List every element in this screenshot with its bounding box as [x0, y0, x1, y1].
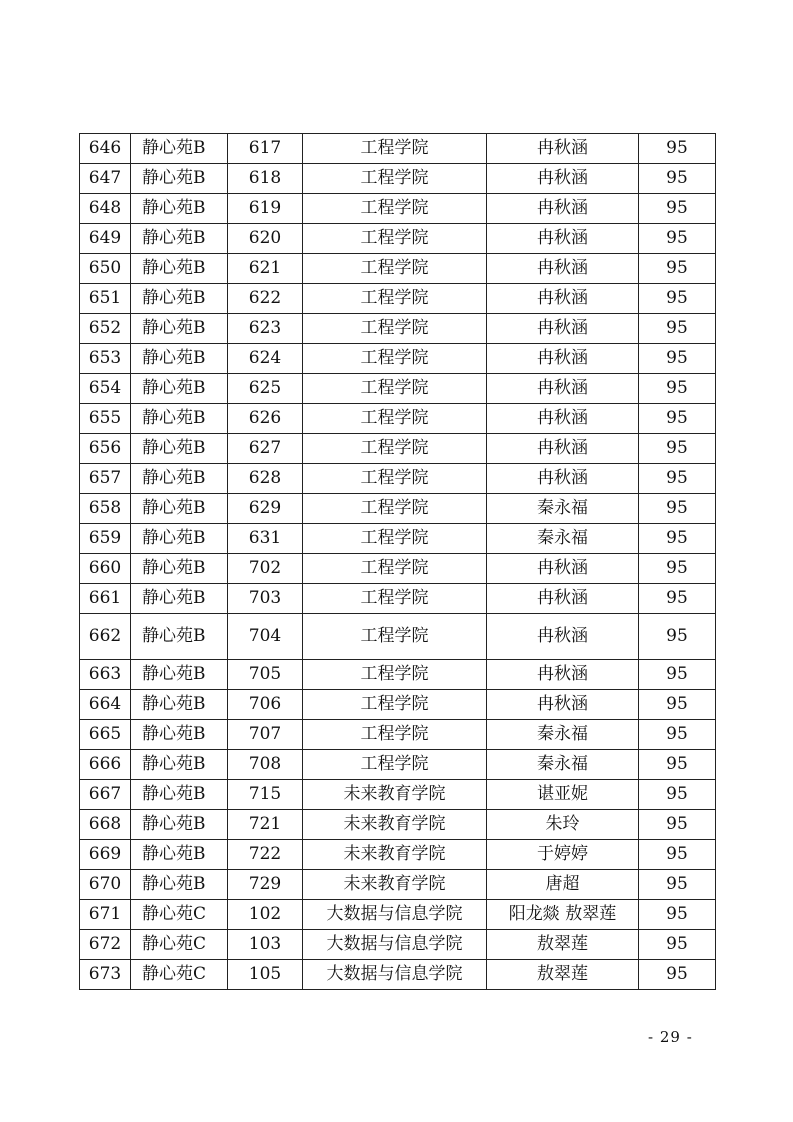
building-cell: 静心苑B	[131, 524, 228, 554]
score-cell: 95	[639, 584, 716, 614]
inspector-cell: 谌亚妮	[487, 780, 639, 810]
inspector-cell: 秦永福	[487, 494, 639, 524]
room-number-cell: 703	[228, 584, 303, 614]
room-number-cell: 621	[228, 254, 303, 284]
row-number-cell: 647	[80, 164, 131, 194]
building-cell: 静心苑B	[131, 614, 228, 660]
college-cell: 工程学院	[303, 524, 487, 554]
row-number-cell: 653	[80, 344, 131, 374]
table-row	[80, 810, 716, 840]
row-number-cell: 656	[80, 434, 131, 464]
building-cell: 静心苑B	[131, 254, 228, 284]
inspector-cell: 阳龙燚 敖翠莲	[487, 900, 639, 930]
inspector-cell: 冉秋涵	[487, 314, 639, 344]
row-number-cell: 668	[80, 810, 131, 840]
inspector-cell: 敖翠莲	[487, 960, 639, 990]
building-cell: 静心苑B	[131, 194, 228, 224]
college-cell: 工程学院	[303, 720, 487, 750]
score-cell: 95	[639, 434, 716, 464]
building-cell: 静心苑B	[131, 720, 228, 750]
college-cell: 未来教育学院	[303, 780, 487, 810]
table-row	[80, 720, 716, 750]
room-number-cell: 729	[228, 870, 303, 900]
room-number-cell: 628	[228, 464, 303, 494]
college-cell: 工程学院	[303, 314, 487, 344]
score-cell: 95	[639, 404, 716, 434]
college-cell: 工程学院	[303, 254, 487, 284]
table-row	[80, 134, 716, 164]
score-cell: 95	[639, 254, 716, 284]
score-cell: 95	[639, 494, 716, 524]
inspector-cell: 冉秋涵	[487, 164, 639, 194]
building-cell: 静心苑B	[131, 164, 228, 194]
table-row	[80, 494, 716, 524]
building-cell: 静心苑B	[131, 554, 228, 584]
score-cell: 95	[639, 224, 716, 254]
score-cell: 95	[639, 840, 716, 870]
inspector-cell: 冉秋涵	[487, 690, 639, 720]
college-cell: 工程学院	[303, 750, 487, 780]
room-number-cell: 705	[228, 660, 303, 690]
score-cell: 95	[639, 900, 716, 930]
table-row	[80, 374, 716, 404]
table-row	[80, 224, 716, 254]
college-cell: 工程学院	[303, 224, 487, 254]
inspector-cell: 冉秋涵	[487, 224, 639, 254]
row-number-cell: 666	[80, 750, 131, 780]
building-cell: 静心苑C	[131, 930, 228, 960]
inspector-cell: 秦永福	[487, 750, 639, 780]
room-number-cell: 102	[228, 900, 303, 930]
score-cell: 95	[639, 810, 716, 840]
college-cell: 大数据与信息学院	[303, 900, 487, 930]
table-row	[80, 194, 716, 224]
row-number-cell: 670	[80, 870, 131, 900]
college-cell: 工程学院	[303, 554, 487, 584]
score-cell: 95	[639, 930, 716, 960]
table-row	[80, 284, 716, 314]
college-cell: 大数据与信息学院	[303, 930, 487, 960]
building-cell: 静心苑B	[131, 314, 228, 344]
score-cell: 95	[639, 554, 716, 584]
score-cell: 95	[639, 690, 716, 720]
score-cell: 95	[639, 614, 716, 660]
college-cell: 工程学院	[303, 134, 487, 164]
room-number-cell: 619	[228, 194, 303, 224]
table-body	[80, 134, 716, 990]
building-cell: 静心苑B	[131, 584, 228, 614]
college-cell: 未来教育学院	[303, 840, 487, 870]
table-row	[80, 584, 716, 614]
table-row	[80, 660, 716, 690]
inspector-cell: 冉秋涵	[487, 194, 639, 224]
table-row	[80, 434, 716, 464]
room-number-cell: 722	[228, 840, 303, 870]
table-row	[80, 690, 716, 720]
row-number-cell: 667	[80, 780, 131, 810]
building-cell: 静心苑B	[131, 690, 228, 720]
inspector-cell: 冉秋涵	[487, 254, 639, 284]
table-row	[80, 614, 716, 660]
inspector-cell: 冉秋涵	[487, 660, 639, 690]
building-cell: 静心苑B	[131, 224, 228, 254]
row-number-cell: 649	[80, 224, 131, 254]
row-number-cell: 659	[80, 524, 131, 554]
dormitory-score-table	[79, 133, 716, 990]
inspector-cell: 冉秋涵	[487, 404, 639, 434]
row-number-cell: 672	[80, 930, 131, 960]
building-cell: 静心苑B	[131, 870, 228, 900]
building-cell: 静心苑B	[131, 780, 228, 810]
row-number-cell: 650	[80, 254, 131, 284]
table-row	[80, 780, 716, 810]
row-number-cell: 662	[80, 614, 131, 660]
table-row	[80, 524, 716, 554]
college-cell: 工程学院	[303, 374, 487, 404]
room-number-cell: 622	[228, 284, 303, 314]
inspector-cell: 冉秋涵	[487, 434, 639, 464]
building-cell: 静心苑B	[131, 374, 228, 404]
row-number-cell: 663	[80, 660, 131, 690]
building-cell: 静心苑C	[131, 900, 228, 930]
row-number-cell: 655	[80, 404, 131, 434]
college-cell: 工程学院	[303, 614, 487, 660]
building-cell: 静心苑B	[131, 494, 228, 524]
room-number-cell: 715	[228, 780, 303, 810]
room-number-cell: 702	[228, 554, 303, 584]
score-cell: 95	[639, 194, 716, 224]
inspector-cell: 于婷婷	[487, 840, 639, 870]
college-cell: 工程学院	[303, 434, 487, 464]
room-number-cell: 629	[228, 494, 303, 524]
inspector-cell: 秦永福	[487, 720, 639, 750]
inspector-cell: 冉秋涵	[487, 284, 639, 314]
row-number-cell: 654	[80, 374, 131, 404]
building-cell: 静心苑B	[131, 750, 228, 780]
building-cell: 静心苑B	[131, 344, 228, 374]
college-cell: 工程学院	[303, 164, 487, 194]
inspector-cell: 冉秋涵	[487, 584, 639, 614]
college-cell: 工程学院	[303, 584, 487, 614]
college-cell: 工程学院	[303, 690, 487, 720]
table-row	[80, 164, 716, 194]
building-cell: 静心苑B	[131, 284, 228, 314]
table-row	[80, 960, 716, 990]
building-cell: 静心苑B	[131, 840, 228, 870]
room-number-cell: 623	[228, 314, 303, 344]
score-cell: 95	[639, 134, 716, 164]
table-row	[80, 314, 716, 344]
inspector-cell: 冉秋涵	[487, 554, 639, 584]
row-number-cell: 646	[80, 134, 131, 164]
score-cell: 95	[639, 464, 716, 494]
row-number-cell: 652	[80, 314, 131, 344]
college-cell: 大数据与信息学院	[303, 960, 487, 990]
building-cell: 静心苑B	[131, 660, 228, 690]
table-row	[80, 254, 716, 284]
building-cell: 静心苑B	[131, 404, 228, 434]
building-cell: 静心苑B	[131, 464, 228, 494]
row-number-cell: 651	[80, 284, 131, 314]
inspector-cell: 冉秋涵	[487, 134, 639, 164]
room-number-cell: 627	[228, 434, 303, 464]
score-cell: 95	[639, 750, 716, 780]
college-cell: 工程学院	[303, 404, 487, 434]
room-number-cell: 618	[228, 164, 303, 194]
table-row	[80, 840, 716, 870]
score-cell: 95	[639, 780, 716, 810]
table-row	[80, 870, 716, 900]
score-cell: 95	[639, 720, 716, 750]
score-cell: 95	[639, 524, 716, 554]
inspector-cell: 冉秋涵	[487, 344, 639, 374]
room-number-cell: 626	[228, 404, 303, 434]
college-cell: 工程学院	[303, 494, 487, 524]
building-cell: 静心苑B	[131, 134, 228, 164]
table-row	[80, 750, 716, 780]
college-cell: 工程学院	[303, 660, 487, 690]
room-number-cell: 708	[228, 750, 303, 780]
college-cell: 工程学院	[303, 344, 487, 374]
building-cell: 静心苑B	[131, 810, 228, 840]
room-number-cell: 624	[228, 344, 303, 374]
score-cell: 95	[639, 660, 716, 690]
building-cell: 静心苑B	[131, 434, 228, 464]
score-cell: 95	[639, 164, 716, 194]
row-number-cell: 661	[80, 584, 131, 614]
table-row	[80, 344, 716, 374]
row-number-cell: 671	[80, 900, 131, 930]
score-cell: 95	[639, 314, 716, 344]
room-number-cell: 631	[228, 524, 303, 554]
score-cell: 95	[639, 870, 716, 900]
score-cell: 95	[639, 344, 716, 374]
table-row	[80, 554, 716, 584]
row-number-cell: 660	[80, 554, 131, 584]
row-number-cell: 657	[80, 464, 131, 494]
score-cell: 95	[639, 374, 716, 404]
room-number-cell: 704	[228, 614, 303, 660]
inspector-cell: 朱玲	[487, 810, 639, 840]
row-number-cell: 669	[80, 840, 131, 870]
inspector-cell: 敖翠莲	[487, 930, 639, 960]
row-number-cell: 664	[80, 690, 131, 720]
room-number-cell: 103	[228, 930, 303, 960]
row-number-cell: 658	[80, 494, 131, 524]
college-cell: 未来教育学院	[303, 810, 487, 840]
inspector-cell: 唐超	[487, 870, 639, 900]
room-number-cell: 706	[228, 690, 303, 720]
building-cell: 静心苑C	[131, 960, 228, 990]
row-number-cell: 673	[80, 960, 131, 990]
score-cell: 95	[639, 960, 716, 990]
inspector-cell: 秦永福	[487, 524, 639, 554]
table-row	[80, 930, 716, 960]
score-cell: 95	[639, 284, 716, 314]
room-number-cell: 105	[228, 960, 303, 990]
inspector-cell: 冉秋涵	[487, 464, 639, 494]
room-number-cell: 620	[228, 224, 303, 254]
page-number: - 29 -	[648, 1028, 693, 1046]
college-cell: 工程学院	[303, 284, 487, 314]
row-number-cell: 665	[80, 720, 131, 750]
college-cell: 未来教育学院	[303, 870, 487, 900]
inspector-cell: 冉秋涵	[487, 374, 639, 404]
room-number-cell: 617	[228, 134, 303, 164]
room-number-cell: 721	[228, 810, 303, 840]
table-row	[80, 900, 716, 930]
inspector-cell: 冉秋涵	[487, 614, 639, 660]
college-cell: 工程学院	[303, 194, 487, 224]
table-row	[80, 464, 716, 494]
table-row	[80, 404, 716, 434]
row-number-cell: 648	[80, 194, 131, 224]
room-number-cell: 625	[228, 374, 303, 404]
college-cell: 工程学院	[303, 464, 487, 494]
room-number-cell: 707	[228, 720, 303, 750]
